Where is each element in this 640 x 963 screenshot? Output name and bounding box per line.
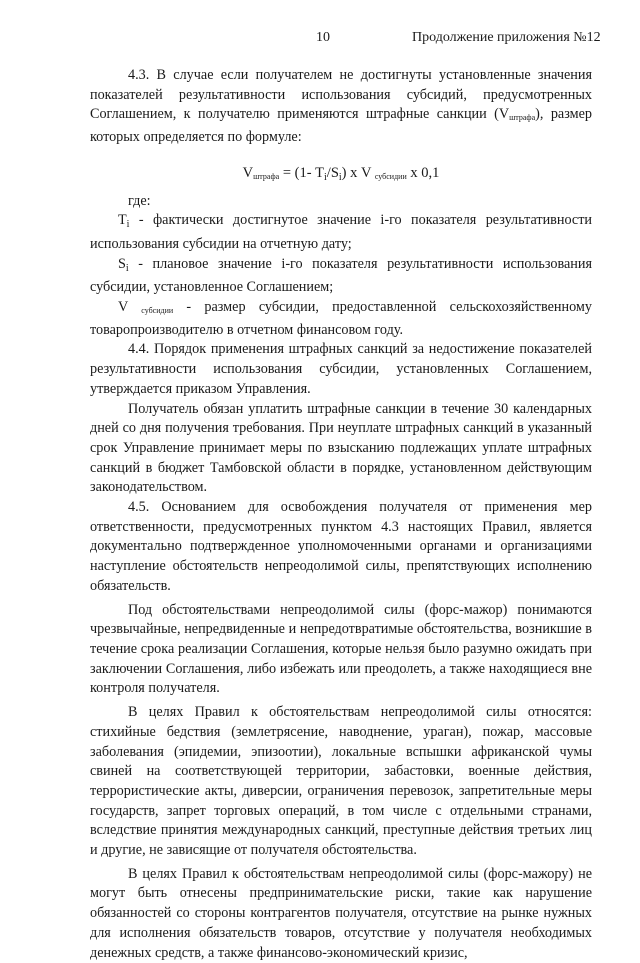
paragraph-force-majeure-list: В целях Правил к обстоятельствам непреодолимой силы относятся: стихийные бедствия (землетрясение, наводнение, ураган), пожар, массовые заболевания (эпидемии, эпизоотии), локальные вспышки африканской чумы свиней на соответствующей территории, забастовки, военные действия, террористические акты, диверсии, ограничения перевозок, запретительные меры государств, запрет торговых операций, в том числе с отдельными странами, вследствие принятия международных санкций, преступные действия третьих лиц и другие, не зависящие от получателя обстоятельства. — [90, 704, 592, 859]
definition-si: $S_i$ - плановое значение i-го показателя результативности использования субсидии, установленное Соглашением; — [90, 255, 592, 296]
paragraph-penalty-payment: Получатель обязан уплатить штрафные санкции в течение 30 календарных дней со дня получения требования. При неуплате штрафных санкций в указанный срок Управление принимает меры по взысканию подлежащих уплате штрафных санкций в бюджет Тамбовской области в порядке, установленном действующим законодательством. — [90, 400, 592, 496]
paragraph-force-majeure-definition: Под обстоятельствами непреодолимой силы (форс-мажор) понимаются чрезвычайные, непредвиденные и непредотвратимые обстоятельства, возникшие в течение срока реализации Соглашения, которые нельзя было разумно ожидать при заключении Соглашения, либо избежать или преодолеть, а также находящиеся вне контроля получателя. — [90, 601, 592, 697]
appendix-continuation-header: Продолжение приложения №12 — [412, 30, 601, 45]
paragraph-4-3: 4.3. В случае если получателем не достигнуты установленные значения показателей результативности использования субсидий, предусмотренных Соглашением, к получателю применяются штрафные санкции $(V_{штрафа})$, размер которых определяется по формуле: — [90, 67, 592, 146]
page-number: 10 — [316, 30, 330, 45]
definition-v-subsidy: V $_{субсидии}$ - размер субсидии, предоставленной сельскохозяйственному товаропроизводителю в отчетном финансовом году. — [90, 299, 592, 338]
paragraph-force-majeure-exclusions: В целях Правил к обстоятельствам непреодолимой силы (форс-мажору) не могут быть отнесены предпринимательские риски, такие как нарушение обязанностей со стороны контрагентов получателя, отсутствие на рынке нужных для исполнения обязательств товаров, отсутствие у получателя необходимых денежных средств, а также финансово-экономический кризис, — [90, 865, 592, 961]
paragraph-4-5: 4.5. Основанием для освобождения получателя от применения мер ответственности, предусмотренных пунктом 4.3 настоящих Правил, является документально подтвержденное уполномоченными органами и организациями наступление обстоятельств непреодолимой силы, препятствующих исполнению обязательств. — [90, 499, 592, 594]
definition-ti: $T_i$ - фактически достигнутое значение i-го показателя результативности использования субсидии на отчетную дату; — [90, 212, 592, 252]
document-body — [90, 66, 592, 963]
where-label: где: — [128, 192, 151, 209]
penalty-formula: $V_{штрафа} = (1-$ $T_i/S_i$) х V $_{субсидии}$ х 0,1 — [242, 164, 440, 183]
paragraph-4-4: 4.4. Порядок применения штрафных санкций за недостижение показателей результативности использования субсидии, установленных Соглашением, утверждается приказом Управления. — [90, 341, 592, 397]
